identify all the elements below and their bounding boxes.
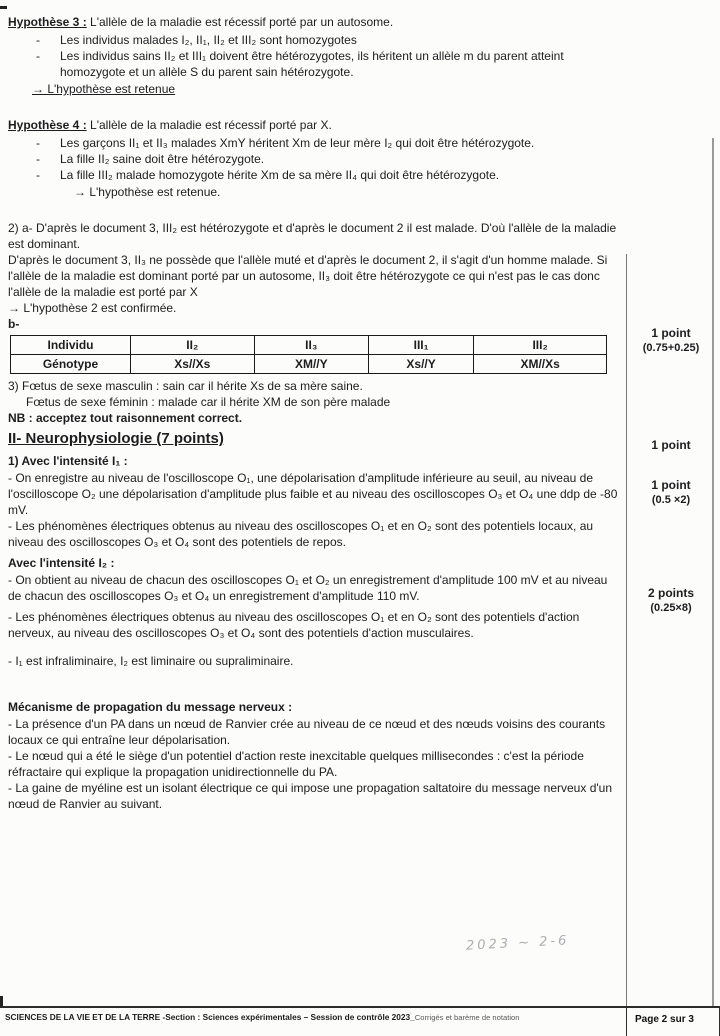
question-2b-label: b- (8, 317, 20, 331)
handwritten-stamp: 2023 ~ 2-6 (465, 933, 570, 954)
hypothesis-4-bullets (8, 135, 620, 183)
hypothesis-4-conclusion: → L'hypothèse est retenue. (74, 185, 221, 199)
bullet-text: Les garçons II₁ et II₃ malades XmY héritent Xm de leur mère I₂ qui doit être hétérozygote. (60, 136, 535, 150)
points-value: 1 point (651, 438, 691, 452)
column-divider-line (626, 254, 627, 1006)
content-area (8, 14, 620, 812)
hypothesis-3-title: Hypothèse 3 : (8, 15, 87, 29)
bullet-text: La fille III₂ malade homozygote hérite Xm de sa mère II₄ qui doit être hétérozygote. (60, 168, 500, 182)
bullet-text: La fille II₂ saine doit être hétérozygote. (60, 152, 265, 166)
points-value: 2 points (647, 586, 694, 600)
hypothesis-3-bullets (8, 32, 620, 80)
answer-paragraph: - On enregistre au niveau de l'oscilloscope O₁, une dépolarisation d'amplitude inférieure au seuil, au niveau de l'oscilloscope O₂ une dépolarisation d'amplitude plus faible et au niveau des oscilloscopes O₃ et O₄ une ddp de -80 mV. (8, 471, 618, 517)
spacer (8, 99, 620, 117)
answer-line: Fœtus de sexe féminin : malade car il hérite XM de son père malade (26, 395, 391, 409)
table-cell: XM//Xs (474, 355, 607, 374)
list-item (8, 135, 620, 151)
mecanisme-title: Mécanisme de propagation du message nerveux : (8, 700, 293, 714)
section-question-2a (8, 220, 620, 332)
hypothesis-4-title: Hypothèse 4 : (8, 118, 87, 132)
list-item (8, 167, 620, 183)
hypothesis-4-statement: L'allèle de la maladie est récessif porté par X. (90, 118, 332, 132)
table-cell: Xs//Xs (131, 355, 255, 374)
table-row (11, 355, 607, 374)
answer-paragraph: 2) a- D'après le document 3, III₂ est hétérozygote et d'après le document 2 il est malade. D'où l'allèle de la maladie est dominant. (8, 221, 617, 251)
dash-marker (36, 135, 60, 151)
points-value: 1 point (651, 326, 691, 340)
table-row-label: Génotype (11, 355, 131, 374)
nb-note: NB : acceptez tout raisonnement correct. (8, 411, 243, 425)
points-badge (627, 326, 715, 356)
points-detail: (0.5 ×2) (651, 494, 691, 506)
table-header-cell: II₂ (131, 336, 255, 355)
footer-course-info (0, 1008, 626, 1036)
list-item (8, 48, 620, 80)
table-cell: Xs//Y (368, 355, 473, 374)
points-badge (627, 438, 715, 453)
hypothesis-3-statement: L'allèle de la maladie est récessif porté par un autosome. (90, 15, 394, 29)
hypothesis-3-heading (8, 14, 620, 30)
table-header-cell: Individu (11, 336, 131, 355)
bullet-text: Les individus sains II₂ et III₁ doivent être hétérozygotes, ils héritent un allèle m du parent atteint homozygote et un allèle S du parent sain hétérozygote. (60, 49, 564, 79)
intensite-1-title: 1) Avec l'intensité I₁ : (8, 454, 128, 468)
section-neurophysiologie (8, 429, 620, 669)
points-badge (627, 478, 715, 508)
page-footer (0, 1006, 720, 1036)
dash-marker (36, 48, 60, 80)
answer-paragraph: - Les phénomènes électriques obtenus au niveau des oscilloscopes O₁ et en O₂ sont des potentiels d'action nerveux, au niveau des oscilloscopes O₃ et O₄ sont des potentiels d'action musculaires. (8, 610, 580, 640)
list-item (8, 32, 620, 48)
answer-paragraph: - Le nœud qui a été le siège d'un potentiel d'action reste inexcitable quelques millisecondes : c'est la période réfractaire qui explique la propagation unidirectionnelle du PA. (8, 749, 584, 779)
table-header-cell: III₂ (474, 336, 607, 355)
hypothesis-3-conclusion: → L'hypothèse est retenue (32, 82, 176, 96)
bullet-text: Les individus malades I₂, II₁, II₂ et III₂ sont homozygotes (60, 33, 357, 47)
hypothesis-4-heading (8, 117, 620, 133)
points-badge (627, 586, 715, 616)
dash-marker (36, 32, 60, 48)
points-detail: (0.75+0.25) (642, 342, 700, 354)
intensite-2-title: Avec l'intensité I₂ : (8, 556, 115, 570)
answer-paragraph: - La gaine de myéline est un isolant électrique ce qui impose une propagation saltatoire du message nerveux d'un nœud de Ranvier au suivant. (8, 781, 613, 811)
list-item (8, 151, 620, 167)
section-mecanisme (8, 699, 620, 812)
footer-note-text: Corrigés et barème de notation (414, 1013, 520, 1022)
table-header-cell: III₁ (368, 336, 473, 355)
dash-marker (36, 151, 60, 167)
answer-paragraph: - La présence d'un PA dans un nœud de Ranvier crée au niveau de ce nœud et des nœuds voisins des courants locaux ce qui entraîne leur dépolarisation. (8, 717, 606, 747)
genotype-table (10, 335, 607, 374)
answer-line: 3) Fœtus de sexe masculin : sain car il hérite Xs de sa mère saine. (8, 379, 363, 393)
section-hypothese-4 (8, 117, 620, 200)
answer-paragraph: - On obtient au niveau de chacun des oscilloscopes O₁ et O₂ un enregistrement d'amplitude 100 mV et au niveau de chacun des oscilloscopes O₃ et O₄ un enregistrement d'amplitude 110 mV. (8, 573, 608, 603)
points-value: 1 point (651, 478, 691, 492)
neurophysiologie-title: II- Neurophysiologie (7 points) (8, 430, 224, 447)
footer-page-number: Page 2 sur 3 (626, 1008, 720, 1036)
answer-paragraph: D'après le document 3, II₃ ne possède que l'allèle muté et d'après le document 2, il s'agit d'un homme malade. Si l'allèle de la maladie est dominant porté par un autosome, II₃ doit être hétérozygote ce qui n'est pas le cas donc l'allèle de la maladie est porté par X (8, 253, 608, 299)
spacer (8, 202, 620, 220)
answer-paragraph: - Les phénomènes électriques obtenus au niveau des oscilloscopes O₁ et en O₂ sont des potentiels locaux, au niveau des oscilloscopes O₃ et O₄ sont des potentiels de repos. (8, 519, 594, 549)
table-row (11, 336, 607, 355)
answer-paragraph: - I₁ est infraliminaire, I₂ est liminaire ou supraliminaire. (8, 654, 294, 668)
page-right-border (712, 138, 714, 1006)
section-question-3 (8, 378, 620, 426)
table-cell: XM//Y (254, 355, 368, 374)
points-detail: (0.25×8) (650, 602, 692, 614)
question-2-conclusion: → L'hypothèse 2 est confirmée. (8, 301, 177, 315)
table-header-cell: II₃ (254, 336, 368, 355)
section-hypothese-3 (8, 14, 620, 97)
scan-artifact (0, 6, 7, 9)
footer-course-text: SCIENCES DE LA VIE ET DE LA TERRE -Section : Sciences expérimentales – Session de contrôle 2023_ (5, 1012, 415, 1022)
dash-marker (36, 167, 60, 183)
